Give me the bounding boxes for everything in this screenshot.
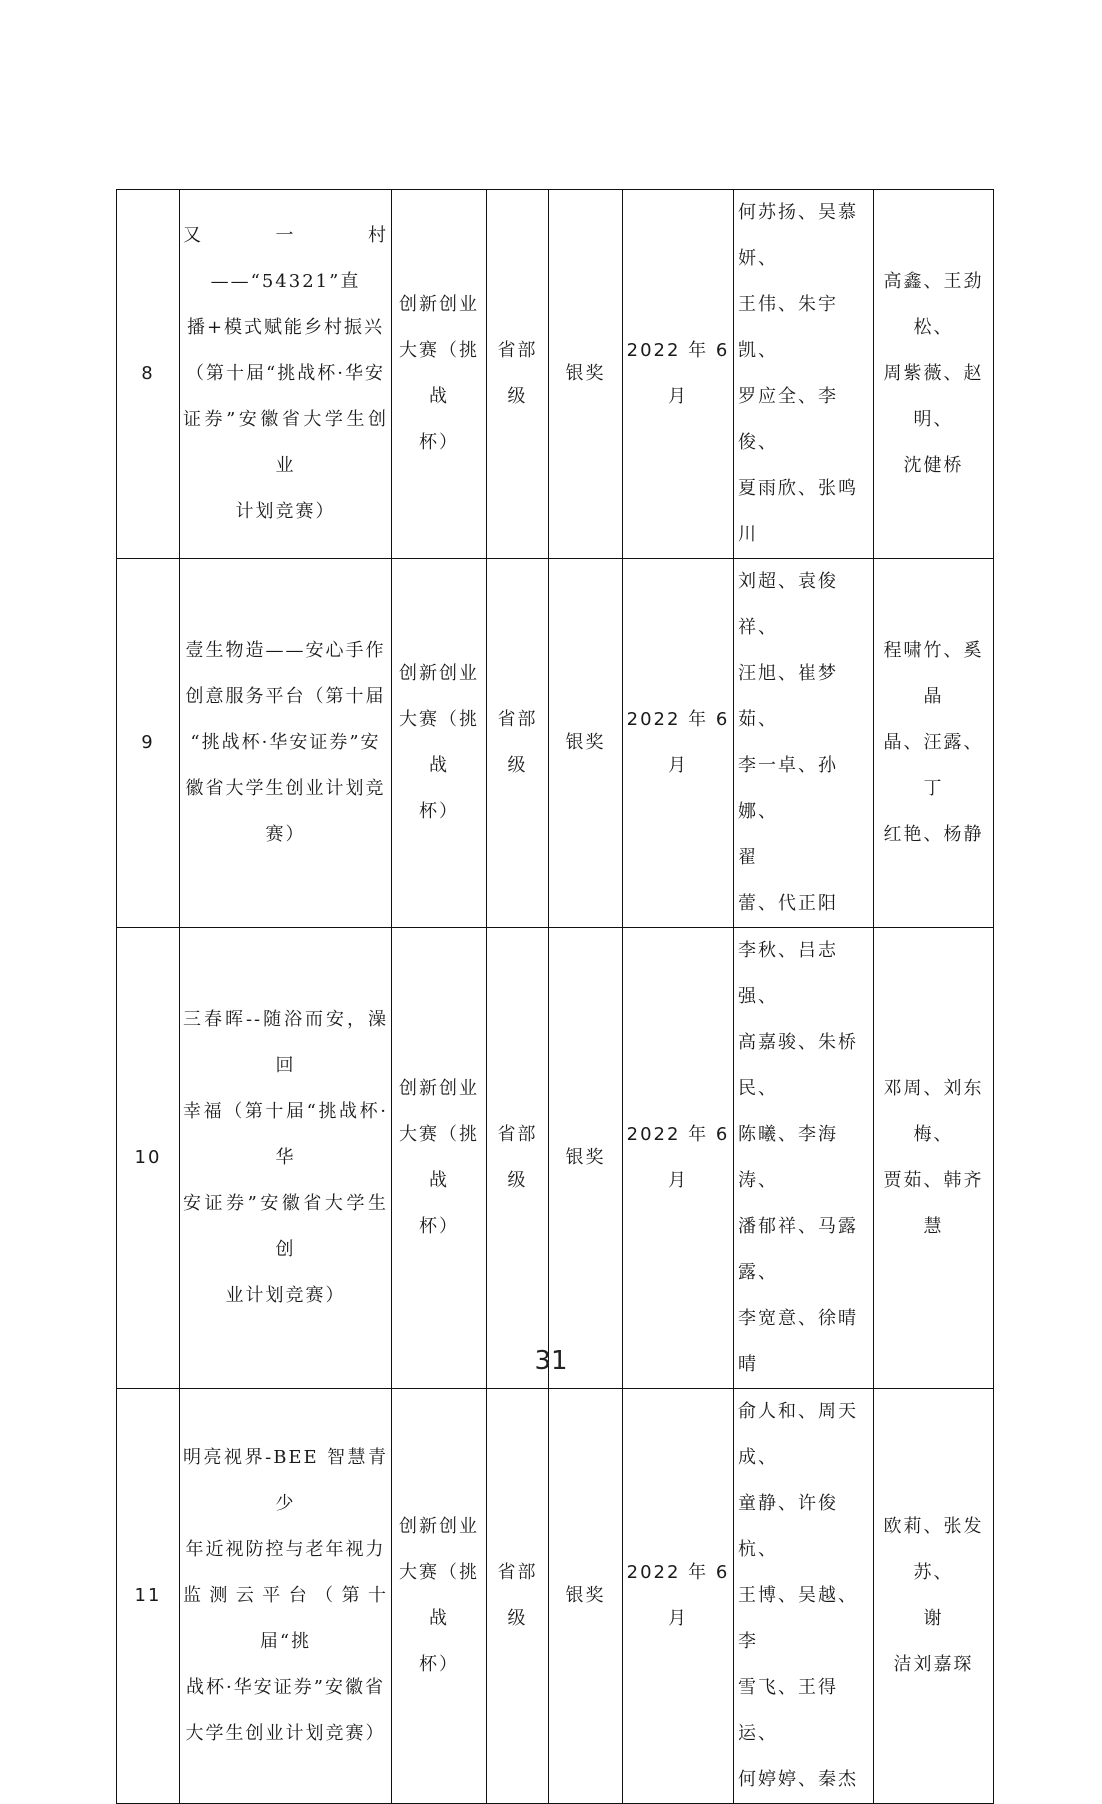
team-members: 何苏扬、吴慕妍、 王伟、朱宇凯、 罗应全、李俊、 夏雨欣、张鸣川 <box>734 190 874 559</box>
award-grade: 银奖 <box>549 559 623 928</box>
competition-category: 创新创业 大赛（挑战 杯） <box>392 1389 487 1804</box>
award-date: 2022 年 6 月 <box>623 928 734 1389</box>
table-row <box>117 1389 994 1804</box>
award-date: 2022 年 6 月 <box>623 1389 734 1804</box>
page-number: 31 <box>534 1346 568 1376</box>
project-name: 壹生物造——安心手作 创意服务平台（第十届 “挑战杯·华安证券”安 徽省大学生创业计划竞 赛） <box>180 559 392 928</box>
award-level: 省部级 <box>487 559 549 928</box>
award-level: 省部级 <box>487 190 549 559</box>
award-date: 2022 年 6 月 <box>623 559 734 928</box>
project-name: 明亮视界-BEE 智慧青少 年近视防控与老年视力 监测云平台（第十届“挑 战杯·华安证券”安徽省 大学生创业计划竞赛） <box>180 1389 392 1804</box>
advisors: 欧莉、张发苏、 谢 洁刘嘉琛 <box>874 1389 994 1804</box>
award-grade: 银奖 <box>549 928 623 1389</box>
advisors: 高鑫、王劲松、 周紫薇、赵明、 沈健桥 <box>874 190 994 559</box>
table-row <box>117 559 994 928</box>
competition-category: 创新创业 大赛（挑战 杯） <box>392 928 487 1389</box>
award-level: 省部级 <box>487 1389 549 1804</box>
row-number: 11 <box>117 1389 180 1804</box>
award-date: 2022 年 6 月 <box>623 190 734 559</box>
row-number: 10 <box>117 928 180 1389</box>
advisors: 程啸竹、奚晶 晶、汪露、丁 红艳、杨静 <box>874 559 994 928</box>
competition-category: 创新创业 大赛（挑战 杯） <box>392 190 487 559</box>
row-number: 9 <box>117 559 180 928</box>
team-members: 刘超、袁俊祥、 汪旭、崔梦茹、 李一卓、孙娜、 翟 蕾、代正阳 <box>734 559 874 928</box>
award-level: 省部级 <box>487 928 549 1389</box>
project-name: 又一村——“54321”直 播+模式赋能乡村振兴 （第十届“挑战杯·华安 证券”安徽省大学生创业 计划竞赛） <box>180 190 392 559</box>
award-grade: 银奖 <box>549 190 623 559</box>
award-grade: 银奖 <box>549 1389 623 1804</box>
row-number: 8 <box>117 190 180 559</box>
project-name: 三春晖--随浴而安，澡回 幸福（第十届“挑战杯·华 安证券”安徽省大学生创 业计划竞赛） <box>180 928 392 1389</box>
advisors: 邓周、刘东梅、 贾茹、韩齐慧 <box>874 928 994 1389</box>
table-row <box>117 928 994 1389</box>
awards-table <box>116 189 994 1804</box>
table-row <box>117 190 994 559</box>
team-members: 俞人和、周天成、 童静、许俊杭、 王博、吴越、李 雪飞、王得运、 何婷婷、秦杰 <box>734 1389 874 1804</box>
team-members: 李秋、吕志强、 高嘉骏、朱桥民、 陈曦、李海涛、 潘郁祥、马露露、 李宽意、徐晴晴 <box>734 928 874 1389</box>
competition-category: 创新创业 大赛（挑战 杯） <box>392 559 487 928</box>
